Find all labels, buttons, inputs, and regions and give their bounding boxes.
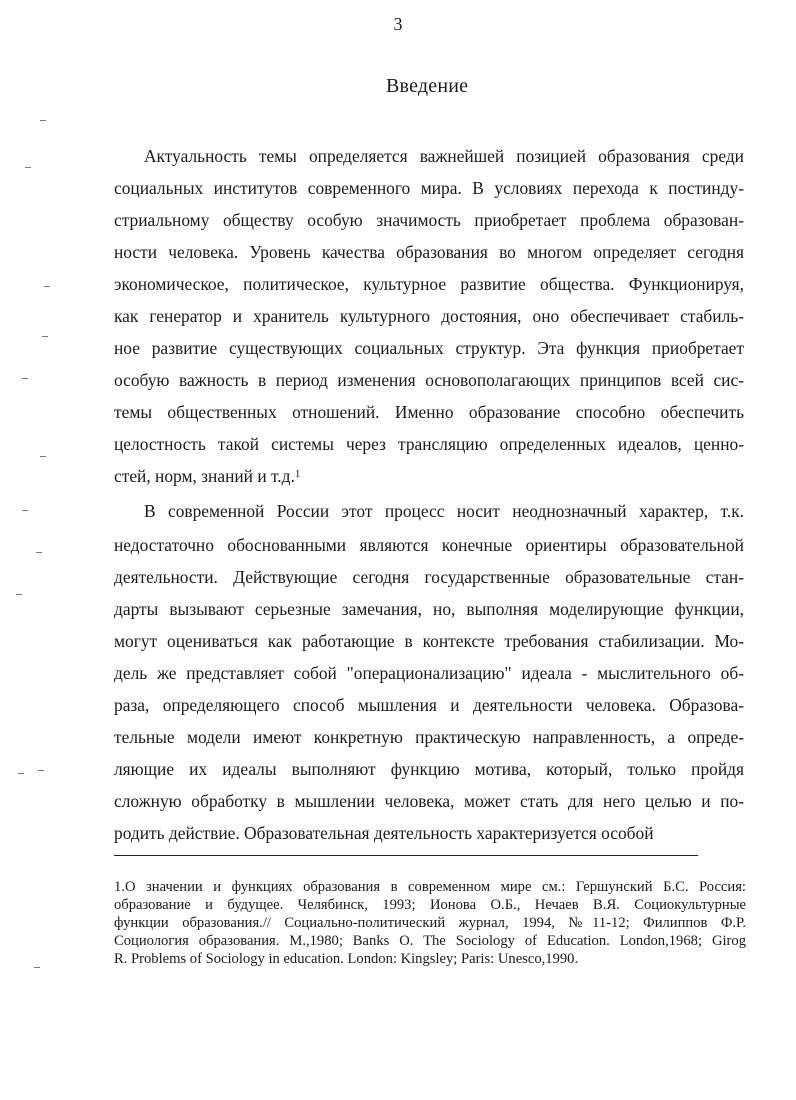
section-heading: Введение — [386, 75, 469, 97]
text-line: ляющие их идеалы выполняют функцию мотива, который, только пройдя — [114, 759, 744, 779]
footnote-line: R. Problems of Sociology in education. London: Kingsley; Paris: Unesco,1990. — [114, 951, 579, 967]
scan-speck — [44, 286, 50, 287]
footnote-line: Социология образования. М.,1980; Banks O. The Sociology of Education. London,1968; Girog — [114, 933, 746, 949]
text-line: В современной России этот процесс носит неоднозначный характер, т.к. — [144, 501, 744, 521]
text-line: ности человека. Уровень качества образования во многом определяет сегодня — [114, 242, 744, 262]
text-line: тельные модели имеют конкретную практическую направленность, а опреде- — [114, 727, 744, 747]
text-line: Актуальность темы определяется важнейшей позицией образования среди — [144, 146, 744, 166]
text-line: экономическое, политическое, культурное развитие общества. Функционируя, — [114, 274, 744, 294]
page-number: 3 — [393, 14, 403, 34]
text-line: дель же представляет собой "операционализацию" идеала - мыслительного об- — [114, 663, 744, 683]
scan-speck — [40, 120, 46, 121]
footnote-line: функции образования.// Социально-политический журнал, 1994, №11-12; Филиппов Ф.Р. — [114, 915, 746, 931]
scan-speck — [34, 967, 40, 968]
text-line: родить действие. Образовательная деятельность характеризуется особой — [114, 823, 654, 843]
text-line: социальных институтов современного мира. В условиях перехода к постинду- — [114, 178, 744, 198]
text-line: стей, норм, знаний и т.д. — [114, 466, 295, 486]
scan-speck — [25, 167, 31, 168]
scan-speck — [16, 594, 22, 595]
text-line: стриальному обществу особую значимость приобретает проблема образован- — [114, 210, 744, 230]
text-line: ное развитие существующих социальных структур. Эта функция приобретает — [114, 338, 744, 358]
text-line: темы общественных отношений. Именно образование способно обеспечить — [114, 402, 744, 422]
footnote-reference: 1 — [294, 468, 301, 480]
footnote-separator — [114, 855, 698, 856]
text-line: могут оцениваться как работающие в контексте требования стабилизации. Мо- — [114, 631, 744, 651]
text-line: сложную обработку в мышлении человека, может стать для него целью и по- — [114, 791, 744, 811]
text-line: особую важность в период изменения основополагающих принципов всей сис- — [114, 370, 744, 390]
text-line: как генератор и хранитель культурного достояния, оно обеспечивает стабиль- — [114, 306, 744, 326]
scan-speck — [22, 510, 28, 511]
footnote-line: образование и будущее. Челябинск, 1993; Ионова О.Б., Нечаев В.Я. Социокультурные — [114, 897, 746, 913]
text-line: деятельности. Действующие сегодня государственные образовательные стан- — [114, 567, 744, 587]
scan-speck — [42, 336, 48, 337]
scan-speck — [18, 773, 24, 774]
text-line: дарты вызывают серьезные замечания, но, выполняя моделирующие функции, — [114, 599, 744, 619]
text-line: недостаточно обоснованными являются конечные ориентиры образовательной — [114, 535, 744, 555]
footnote-line: 1.О значении и функциях образования в современном мире см.: Гершунский Б.С. Россия: — [114, 879, 746, 895]
text-line-with-footnote — [114, 466, 744, 486]
text-line: раза, определяющего способ мышления и деятельности человека. Образова- — [114, 695, 744, 715]
scan-speck — [22, 378, 28, 379]
scan-speck — [40, 456, 46, 457]
scan-speck — [36, 552, 42, 553]
text-line: целостность такой системы через трансляцию определенных идеалов, ценно- — [114, 434, 744, 454]
scan-speck — [38, 770, 44, 771]
